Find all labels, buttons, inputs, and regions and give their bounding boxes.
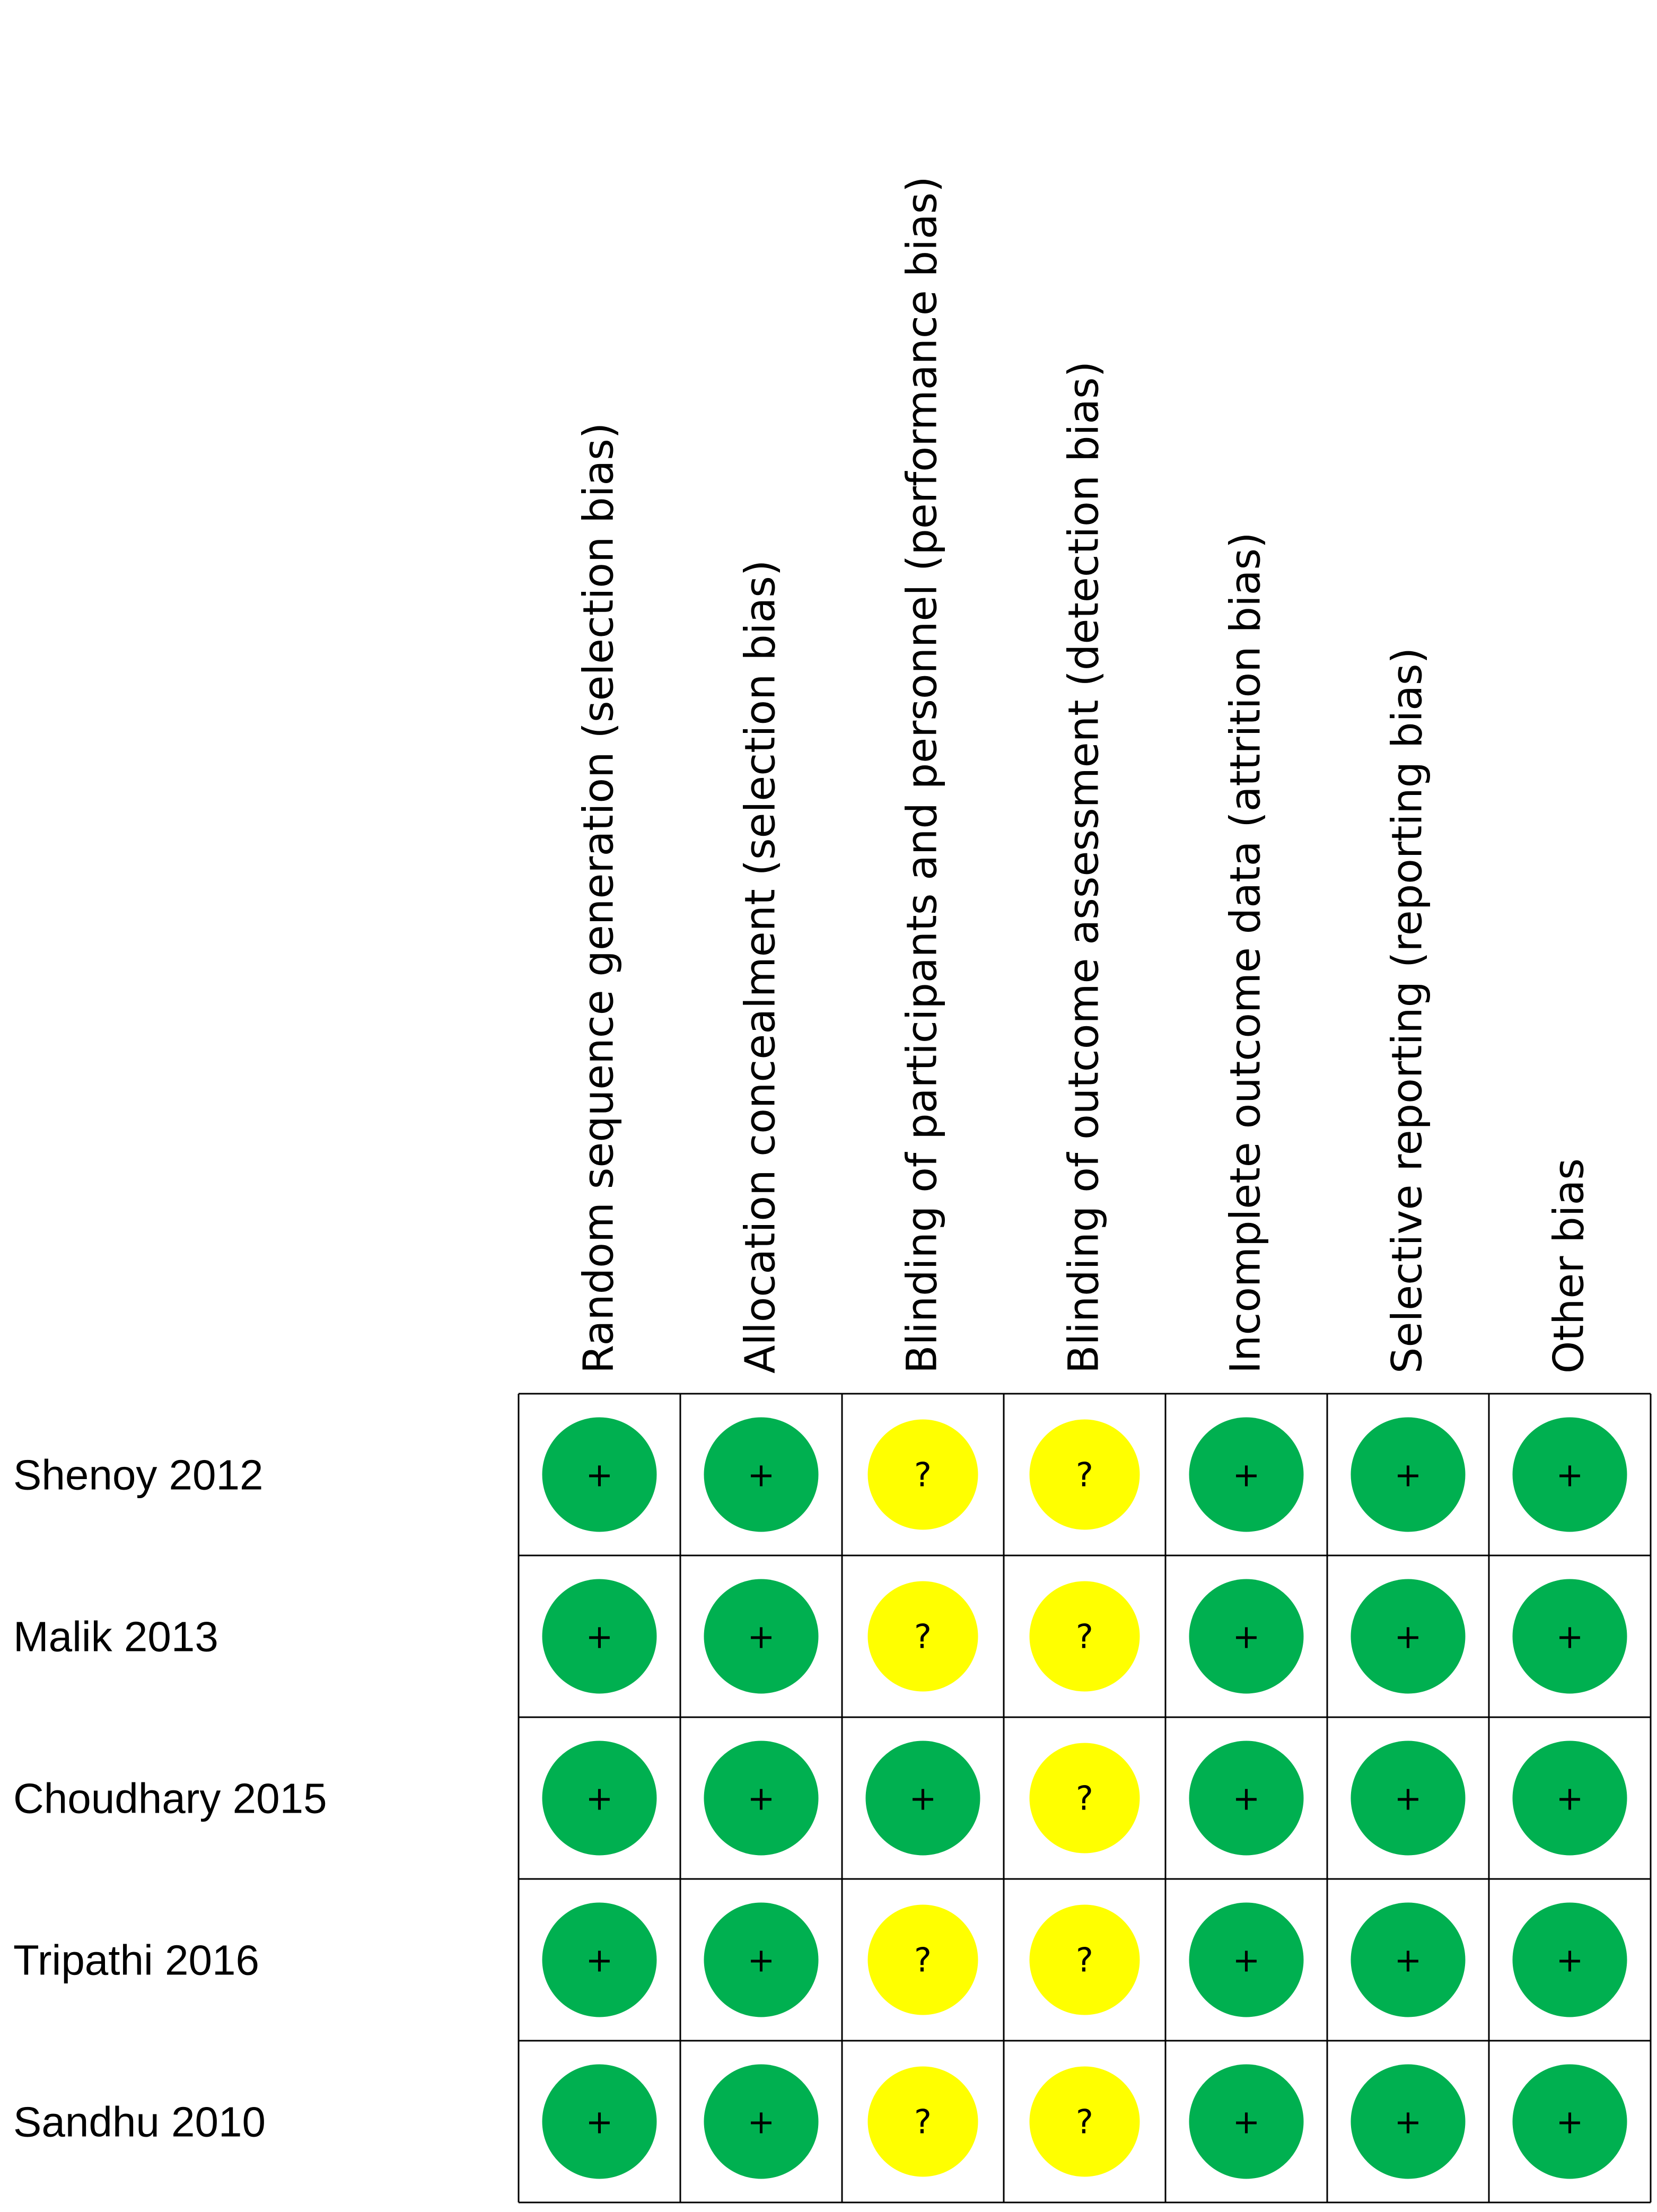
rating-symbol: + xyxy=(1232,1455,1260,1494)
rating-symbol: ? xyxy=(1076,1940,1093,1980)
rating-symbol: + xyxy=(1394,1779,1422,1818)
row-labels xyxy=(13,1452,327,2146)
column-label-blinding-of-participants-and-personnel-performance-bias: Blinding of participants and personnel (performance bias) xyxy=(898,176,946,1374)
row-label-choudhary-2015: Choudhary 2015 xyxy=(13,1774,327,1822)
rating-symbol: + xyxy=(585,1617,613,1656)
rating-symbol: ? xyxy=(1076,1455,1093,1494)
rating-symbol: + xyxy=(585,1940,613,1980)
rating-symbol: ? xyxy=(1076,1779,1093,1818)
row-label-sandhu-2010: Sandhu 2010 xyxy=(13,2098,266,2146)
rating-symbol: + xyxy=(585,1455,613,1494)
rating-symbol: + xyxy=(747,2102,775,2141)
rating-symbol: + xyxy=(747,1779,775,1818)
rating-symbol: + xyxy=(1394,1455,1422,1494)
rating-symbol: + xyxy=(909,1779,937,1818)
row-label-tripathi-2016: Tripathi 2016 xyxy=(13,1936,259,1984)
rating-symbol: ? xyxy=(914,1940,932,1980)
rating-symbol: + xyxy=(1556,1617,1584,1656)
column-label-allocation-concealment-selection-bias: Allocation concealment (selection bias) xyxy=(737,559,785,1374)
rating-symbol: + xyxy=(1232,2102,1260,2141)
rating-symbol: + xyxy=(1232,1617,1260,1656)
rating-symbol: + xyxy=(1556,1940,1584,1980)
column-labels xyxy=(575,176,1593,1374)
rating-symbol: ? xyxy=(914,2102,932,2141)
column-label-selective-reporting-reporting-bias: Selective reporting (reporting bias) xyxy=(1383,648,1432,1374)
rating-symbol: + xyxy=(585,2102,613,2141)
row-label-malik-2013: Malik 2013 xyxy=(13,1613,218,1660)
column-label-incomplete-outcome-data-attrition-bias: Incomplete outcome data (attrition bias) xyxy=(1222,532,1270,1374)
rating-symbol: + xyxy=(1232,1940,1260,1980)
rating-symbol: ? xyxy=(914,1617,932,1656)
rating-symbol: + xyxy=(747,1940,775,1980)
column-label-blinding-of-outcome-assessment-detection-bias: Blinding of outcome assessment (detection bias) xyxy=(1060,361,1108,1374)
rating-symbol: + xyxy=(1556,1455,1584,1494)
rating-symbol: + xyxy=(747,1617,775,1656)
rating-symbol: + xyxy=(585,1779,613,1818)
rating-symbol: + xyxy=(1556,2102,1584,2141)
column-label-random-sequence-generation-selection-bias: Random sequence generation (selection bias) xyxy=(575,422,623,1374)
rating-symbol: ? xyxy=(914,1455,932,1494)
rating-symbol: ? xyxy=(1076,1617,1093,1656)
rating-symbol: + xyxy=(1394,2102,1422,2141)
rating-grid xyxy=(519,1394,1651,2202)
column-label-other-bias: Other bias xyxy=(1545,1158,1593,1374)
rating-symbol: + xyxy=(1232,1779,1260,1818)
rating-symbol: + xyxy=(747,1455,775,1494)
rating-symbol: + xyxy=(1394,1617,1422,1656)
row-label-shenoy-2012: Shenoy 2012 xyxy=(13,1451,264,1499)
rating-symbol: + xyxy=(1556,1779,1584,1818)
rating-symbol: ? xyxy=(1076,2102,1093,2141)
rating-symbol: + xyxy=(1394,1940,1422,1980)
